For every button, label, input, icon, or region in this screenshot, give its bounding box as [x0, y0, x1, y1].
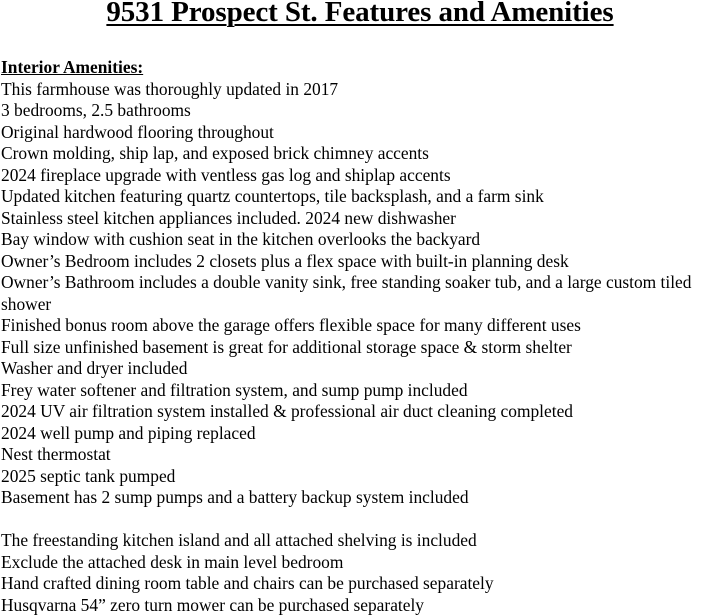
amenity-item: Nest thermostat [1, 444, 704, 466]
amenity-item: 3 bedrooms, 2.5 bathrooms [1, 100, 704, 122]
amenity-item: 2024 well pump and piping replaced [1, 423, 704, 445]
amenity-item: Updated kitchen featuring quartz countertops, tile backsplash, and a farm sink [1, 186, 704, 208]
amenity-item: This farmhouse was thoroughly updated in 2017 [1, 79, 704, 101]
document-body [1, 57, 704, 616]
paragraph-spacer [1, 509, 704, 531]
amenity-item: Owner’s Bedroom includes 2 closets plus a flex space with built-in planning desk [1, 251, 704, 273]
amenity-item: Full size unfinished basement is great for additional storage space & storm shelter [1, 337, 704, 359]
amenity-item: Bay window with cushion seat in the kitchen overlooks the backyard [1, 229, 704, 251]
amenity-item: Basement has 2 sump pumps and a battery backup system included [1, 487, 704, 509]
amenity-item: 2024 fireplace upgrade with ventless gas log and shiplap accents [1, 165, 704, 187]
note-item: Hand crafted dining room table and chairs can be purchased separately [1, 573, 704, 595]
section-heading: Interior Amenities: [1, 57, 704, 79]
amenity-item: Owner’s Bathroom includes a double vanity sink, free standing soaker tub, and a large custom tiled shower [1, 272, 704, 315]
amenity-item: Original hardwood flooring throughout [1, 122, 704, 144]
note-item: The freestanding kitchen island and all attached shelving is included [1, 530, 704, 552]
page-title: 9531 Prospect St. Features and Amenities [0, 0, 704, 28]
amenity-item: Washer and dryer included [1, 358, 704, 380]
note-item: Exclude the attached desk in main level bedroom [1, 552, 704, 574]
amenity-item: Stainless steel kitchen appliances included. 2024 new dishwasher [1, 208, 704, 230]
amenity-item: Crown molding, ship lap, and exposed brick chimney accents [1, 143, 704, 165]
amenity-item: Frey water softener and filtration system, and sump pump included [1, 380, 704, 402]
amenity-item: Finished bonus room above the garage offers flexible space for many different uses [1, 315, 704, 337]
amenity-item: 2024 UV air filtration system installed & professional air duct cleaning completed [1, 401, 704, 423]
note-item: Husqvarna 54” zero turn mower can be purchased separately [1, 595, 704, 616]
amenity-item: 2025 septic tank pumped [1, 466, 704, 488]
